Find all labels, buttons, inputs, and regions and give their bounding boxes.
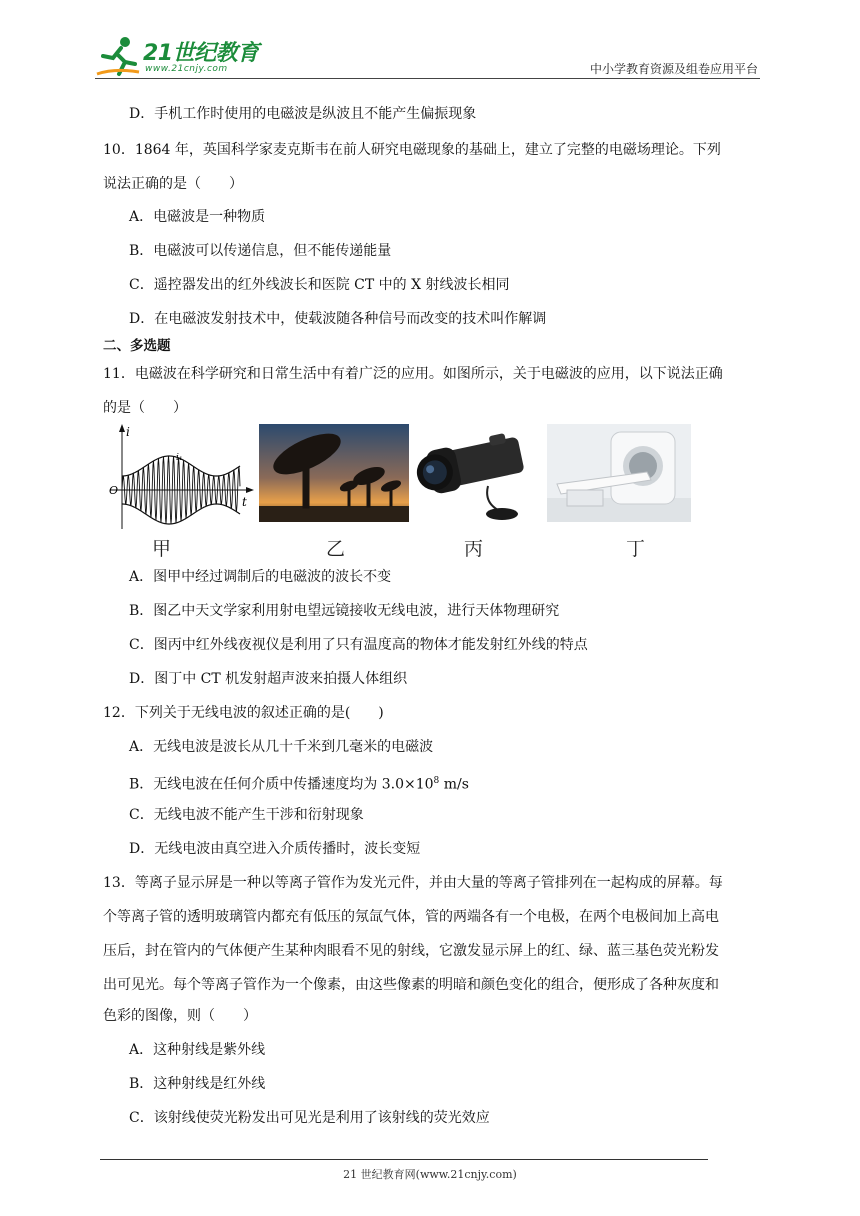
figure-yi-radio-telescope	[259, 424, 409, 522]
q11-option-a: A．图甲中经过调制后的电磁波的波长不变	[129, 569, 392, 585]
section-heading-multi-choice: 二、多选题	[103, 338, 171, 354]
q10-option-a: A．电磁波是一种物质	[129, 209, 266, 225]
q13-option-c: C．该射线使荧光粉发出可见光是利用了该射线的荧光效应	[129, 1110, 490, 1126]
q11-stem-line1: 11．电磁波在科学研究和日常生活中有着广泛的应用。如图所示，关于电磁波的应用，以下说法正确	[103, 366, 723, 382]
origin-label: O	[109, 484, 119, 497]
q11-option-b: B．图乙中天文学家利用射电望远镜接收无线电波，进行天体物理研究	[129, 603, 560, 619]
q12-option-b	[129, 771, 469, 795]
logo	[95, 34, 265, 80]
q11-option-c: C．图丙中红外线夜视仪是利用了只有温度高的物体才能发射红外线的特点	[129, 637, 588, 653]
header-platform-text: 中小学教育资源及组卷应用平台	[589, 62, 758, 76]
q13-stem-line5: 色彩的图像，则（ ）	[103, 1008, 257, 1024]
figure-ding-ct-machine	[547, 424, 691, 522]
q10-stem-line1: 10．1864 年，英国科学家麦克斯韦在前人研究电磁现象的基础上，建立了完整的电磁场理论。下列	[103, 142, 721, 158]
q9-option-d: D．手机工作时使用的电磁波是纵波且不能产生偏振现象	[129, 106, 477, 122]
q10-stem-line2: 说法正确的是（ ）	[103, 176, 243, 192]
q12-option-a: A．无线电波是波长从几十千米到几毫米的电磁波	[129, 739, 434, 755]
logo-url: www.21cnjy.com	[145, 64, 228, 74]
runner-logo-icon	[95, 34, 143, 78]
q13-stem-line3: 压后，封在管内的气体便产生某种肉眼看不见的射线，它激发显示屏上的红、绿、蓝三基色荧光粉发	[103, 943, 719, 959]
figure-label-jia: 甲	[152, 538, 172, 560]
figure-label-bing: 丙	[464, 538, 484, 560]
page-header	[95, 30, 760, 80]
q13-stem-line1: 13．等离子显示屏是一种以等离子管作为发光元件，并由大量的等离子管排列在一起构成的屏幕。每	[103, 875, 723, 891]
q10-option-b: B．电磁波可以传递信息，但不能传递能量	[129, 243, 392, 259]
curve-label: i₁	[176, 453, 183, 463]
q11-option-d: D．图丁中 CT 机发射超声波来拍摄人体组织	[129, 671, 408, 687]
q12-option-c: C．无线电波不能产生干涉和衍射现象	[129, 807, 364, 823]
q12-option-d: D．无线电波由真空进入介质传播时，波长变短	[129, 841, 421, 857]
q10-option-d: D．在电磁波发射技术中，使载波随各种信号而改变的技术叫作解调	[129, 311, 547, 327]
q12-option-b-text: B．无线电波在任何介质中传播速度均为 3.0×10	[129, 776, 434, 793]
logo-text: 21世纪教育	[143, 41, 259, 66]
q13-stem-line4: 出可见光。每个等离子管作为一个像素，由这些像素的明暗和颜色变化的组合，便形成了各种灰度和	[103, 977, 719, 993]
header-divider	[95, 78, 760, 79]
y-axis-label: i	[126, 425, 130, 439]
q13-option-a: A．这种射线是紫外线	[129, 1042, 266, 1058]
q10-option-c: C．遥控器发出的红外线波长和医院 CT 中的 X 射线波长相同	[129, 277, 510, 293]
q12-option-b-exponent: 8	[433, 776, 440, 786]
q11-figures	[108, 424, 698, 559]
q13-option-b: B．这种射线是红外线	[129, 1076, 266, 1092]
q13-stem-line2: 个等离子管的透明玻璃管内都充有低压的氖氙气体，管的两端各有一个电极，在两个电极间加上高电	[103, 909, 719, 925]
figure-label-yi: 乙	[326, 538, 346, 560]
footer-divider	[100, 1159, 708, 1160]
q12-option-b-unit: m/s	[439, 776, 469, 793]
figure-bing-night-vision	[414, 424, 534, 528]
x-axis-label: t	[242, 495, 247, 509]
q12-stem: 12．下列关于无线电波的叙述正确的是( )	[103, 705, 384, 721]
q11-stem-line2: 的是（ ）	[103, 400, 187, 416]
figure-jia-modulated-wave	[108, 424, 258, 534]
footer-text: 21 世纪教育网(www.21cnjy.com)	[343, 1168, 517, 1181]
figure-label-ding: 丁	[626, 538, 646, 560]
